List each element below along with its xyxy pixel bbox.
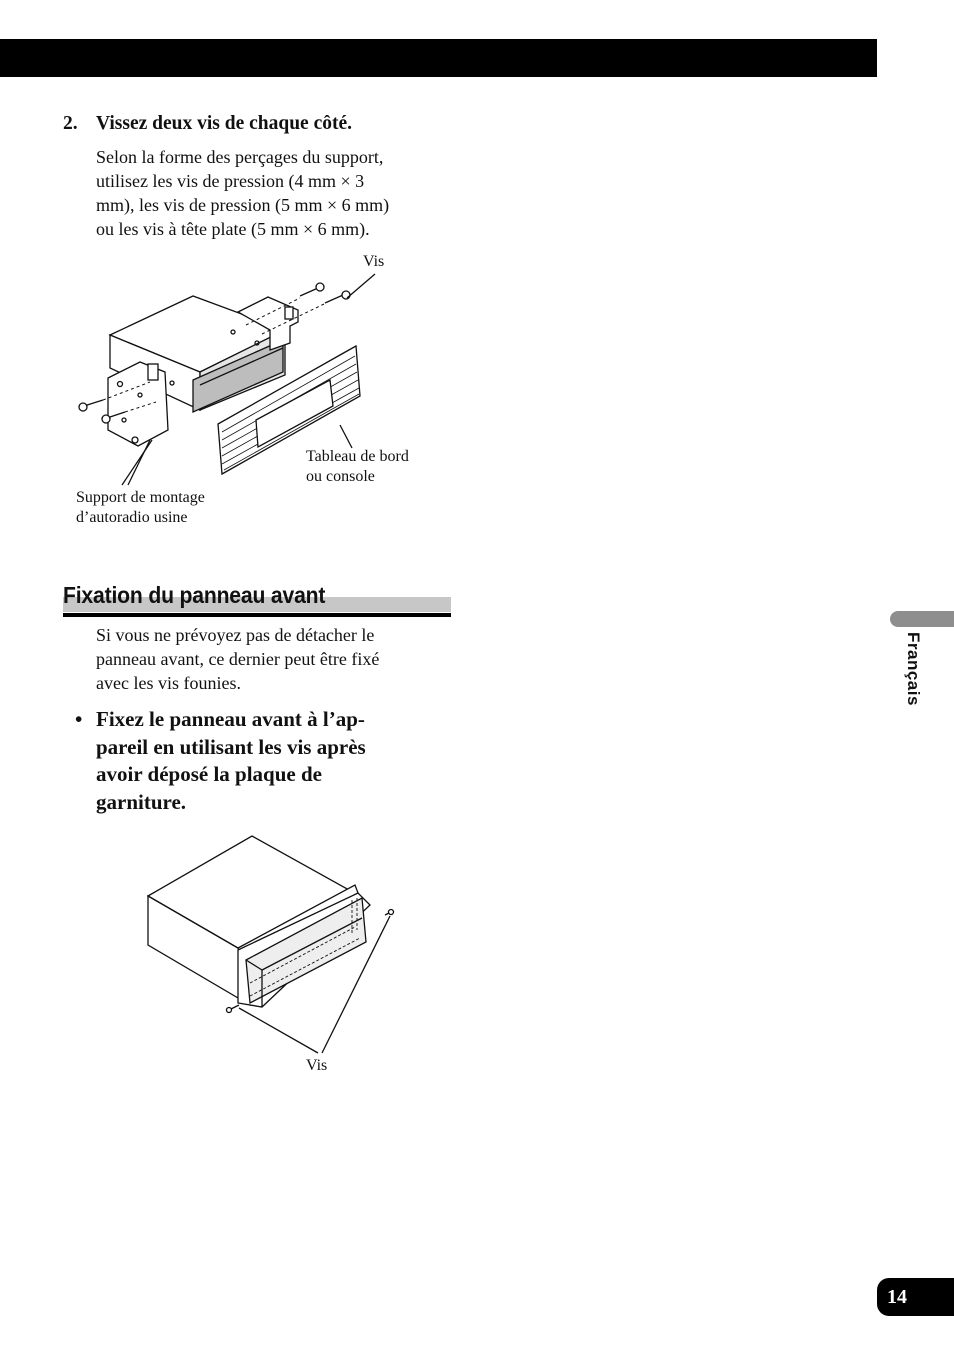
language-label: Français: [904, 632, 923, 706]
step-line: ou les vis à tête plate (5 mm × 6 mm).: [96, 219, 370, 239]
bracket-label-line: Support de montage: [76, 489, 205, 506]
language-tab: [890, 611, 954, 627]
step-line: utilisez les vis de pression (4 mm × 3: [96, 171, 365, 191]
bracket-label-line: d’autoradio usine: [76, 509, 188, 526]
bullet-symbol: •: [75, 707, 83, 731]
section-rule: [63, 613, 451, 617]
leader-line: [340, 425, 352, 448]
bullet-line: avoir déposé la plaque de: [96, 762, 322, 786]
leader-line: [347, 274, 375, 298]
bullet-line: pareil en utilisant les vis après: [96, 734, 366, 759]
step-title: Vissez deux vis de chaque côté.: [96, 113, 353, 134]
leader-line: [122, 440, 152, 485]
section-heading: [63, 581, 451, 617]
leader-line: [239, 1008, 318, 1053]
page-number: 14: [877, 1278, 954, 1316]
left-bracket: [108, 362, 168, 446]
bullet-line: Fixez le panneau avant à l’ap-: [96, 707, 365, 731]
dashboard-label: [306, 447, 409, 487]
bracket-label: [76, 488, 205, 528]
bullet-line: garniture.: [96, 789, 187, 814]
section-title: Fixation du panneau avant: [63, 582, 326, 608]
screw-label: Vis: [363, 253, 385, 270]
step-line: mm), les vis de pression (5 mm × 6 mm): [96, 195, 390, 215]
section-line: Si vous ne prévoyez pas de détacher le: [96, 625, 375, 645]
dashboard-label-line: Tableau de bord: [306, 448, 409, 465]
step-line: Selon la forme des perçages du support,: [96, 147, 384, 167]
step-number: 2.: [63, 113, 78, 134]
section-line: panneau avant, ce dernier peut être fixé: [96, 649, 380, 669]
screw-label-2: Vis: [306, 1057, 328, 1074]
section-paragraph: [96, 623, 436, 695]
figure-front-panel: [148, 836, 394, 1053]
dashboard-label-line: ou console: [306, 468, 375, 485]
section-line: avec les vis founies.: [96, 673, 241, 693]
